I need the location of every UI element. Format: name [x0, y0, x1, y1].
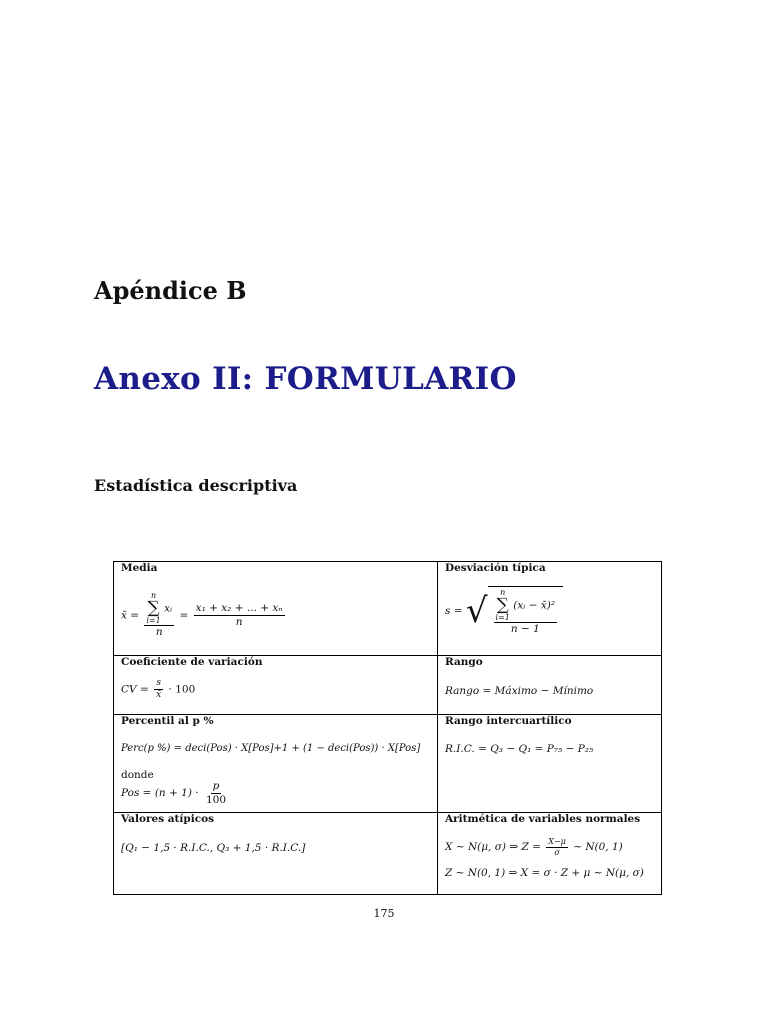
page-number: 175 — [373, 907, 395, 920]
ric-formula: R.I.C. = Q₃ − Q₁ = P₇₅ − P₂₅ — [445, 743, 594, 755]
media-formula: x̄ = n ∑ i=1 xᵢ n = $\frac{\text{x₁ + x₂ + ... + xₙ}}{n}$ — [121, 591, 283, 638]
desviacion-formula: s = √ n ∑ i=1 (xᵢ − x̄)² n − 1 — [445, 586, 563, 636]
cv-title: Coeficiente de variación — [121, 656, 263, 668]
normales-formula-2: Z ∼ N(0, 1) ⇒ X = σ · Z + μ ∼ N(μ, σ) — [445, 867, 644, 879]
section-title: Estadística descriptiva — [94, 476, 298, 495]
appendix-heading: Apéndice B — [94, 276, 247, 305]
percentil-formula: Perc(p %) = deci(Pos) · X[Pos]+1 + (1 − deci(Pos)) · X[Pos] — [121, 743, 421, 754]
donde-label: donde — [121, 769, 154, 781]
column-divider — [437, 562, 438, 894]
formula-table — [113, 561, 662, 895]
rango-title: Rango — [445, 656, 483, 668]
chapter-title: Anexo II: FORMULARIO — [94, 361, 517, 397]
media-title: Media — [121, 562, 158, 574]
normales-title: Aritmética de variables normales — [445, 813, 641, 825]
cv-formula: CV = $\frac{s}{x̄}$ · 100 — [121, 678, 196, 700]
atipicos-formula: [Q₁ − 1,5 · R.I.C., Q₃ + 1,5 · R.I.C.] — [121, 842, 306, 854]
normales-formula-1: X ∼ N(μ, σ) ⇒ Z = $\frac{X-\mu}{\sigma}$ ∼ N(0, 1) — [445, 837, 623, 857]
ric-title: Rango intercuartílico — [445, 715, 572, 727]
percentil-title: Percentil al p % — [121, 715, 214, 727]
atipicos-title: Valores atípicos — [121, 813, 215, 825]
pos-formula: Pos = (n + 1) · $\frac{p}{100}$ — [121, 780, 226, 806]
rango-formula: Rango = Máximo − Mínimo — [445, 685, 594, 697]
desviacion-title: Desviación típica — [445, 562, 546, 574]
